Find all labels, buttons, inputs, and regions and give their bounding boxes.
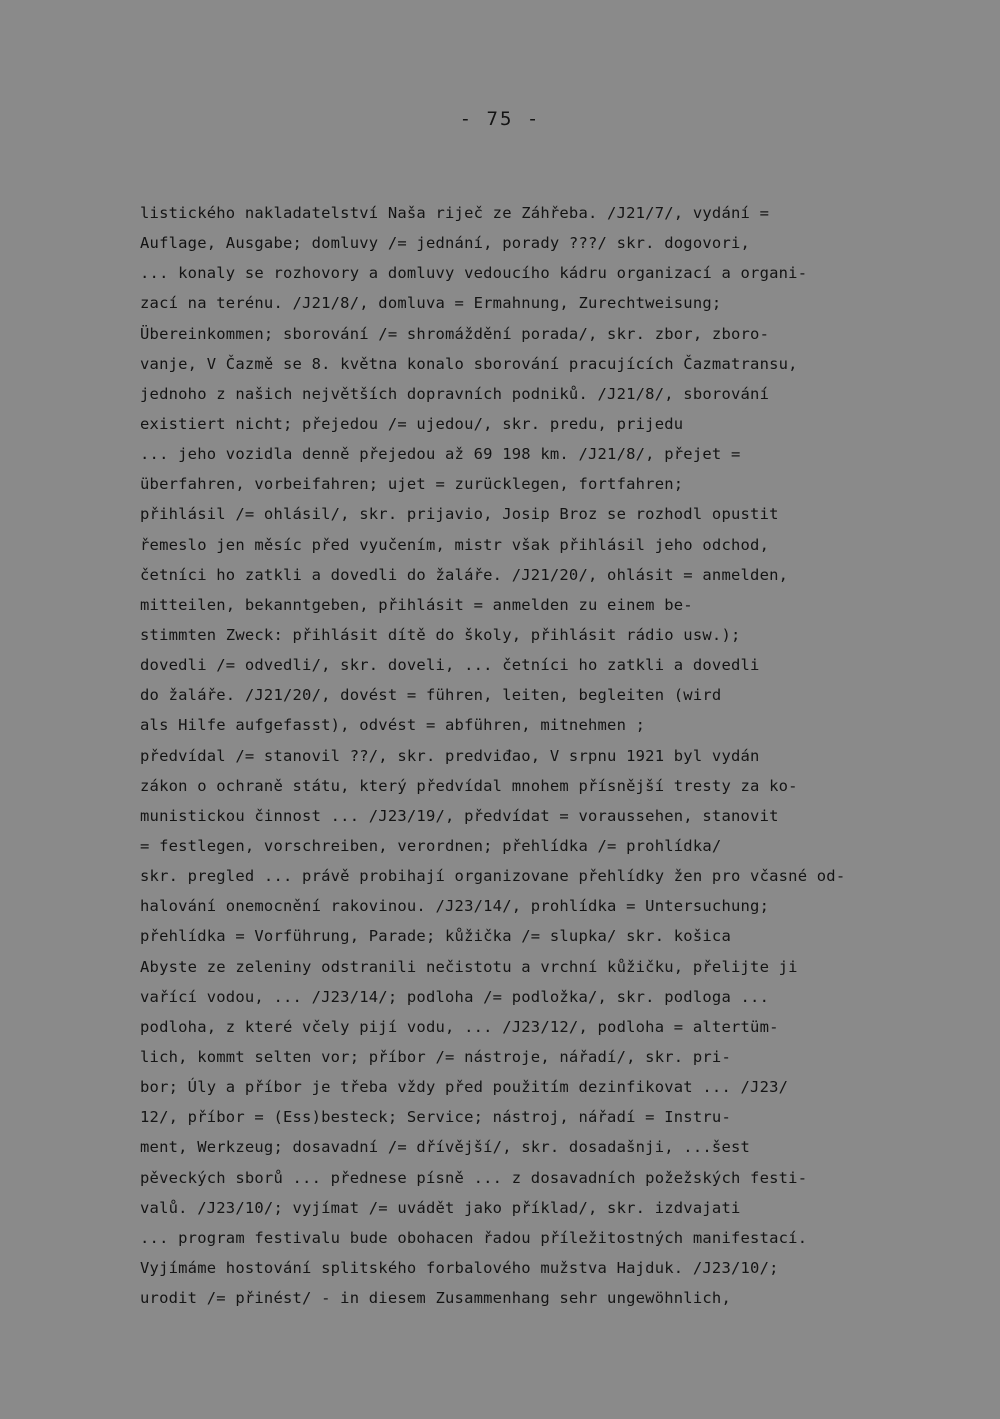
text-line: vařící vodou, ... /J23/14/; podloha /= podložka/, skr. podloga ... (140, 987, 770, 1006)
text-line: Auflage, Ausgabe; domluvy /= jednání, porady ???/ skr. dogovori, (140, 234, 751, 253)
text-line: přehlídka = Vorführung, Parade; kůžička /= slupka/ skr. košica (140, 927, 731, 946)
text-line: ... konaly se rozhovory a domluvy vedoucího kádru organizací a organi- (140, 264, 808, 283)
text-line: ... jeho vozidla denně přejedou až 69 198 km. /J21/8/, přejet = (140, 445, 741, 464)
text-line: valů. /J23/10/; vyjímat /= uvádět jako příklad/, skr. izdvajati (140, 1198, 741, 1217)
page-number: - 75 - (459, 108, 541, 130)
text-line: = festlegen, vorschreiben, verordnen; přehlídka /= prohlídka/ (140, 836, 722, 855)
text-line: podloha, z které včely pijí vodu, ... /J23/12/, podloha = altertüm- (140, 1017, 779, 1036)
text-line: ment, Werkzeug; dosavadní /= dřívější/, skr. dosadašnji, ...šest (140, 1138, 751, 1157)
text-line: pěveckých sborů ... přednese písně ... z dosavadních požežských festi- (140, 1168, 808, 1187)
text-line: Vyjímáme hostování splitského forbalového mužstva Hajduk. /J23/10/; (140, 1258, 779, 1277)
text-line: řemeslo jen měsíc před vyučením, mistr však přihlásil jeho odchod, (140, 535, 770, 554)
text-line: skr. pregled ... právě probihají organizovane přehlídky žen pro včasné od- (140, 867, 846, 886)
text-line: listického nakladatelství Naša riječ ze Záhřeba. /J21/7/, vydání = (140, 204, 770, 222)
text-line: bor; Úly a příbor je třeba vždy před použitím dezinfikovat ... /J23/ (140, 1078, 789, 1097)
text-line: předvídal /= stanovil ??/, skr. predviđao, V srpnu 1921 byl vydán (140, 746, 760, 765)
text-line: do žaláře. /J21/20/, dovést = führen, leiten, begleiten (wird (140, 686, 722, 705)
body-text (140, 198, 870, 1313)
text-line: überfahren, vorbeifahren; ujet = zurücklegen, fortfahren; (140, 475, 684, 494)
text-line: ... program festivalu bude obohacen řadou příležitostných manifestací. (140, 1228, 808, 1247)
text-line: als Hilfe aufgefasst), odvést = abführen, mitnehmen ; (140, 716, 646, 735)
text-line: dovedli /= odvedli/, skr. doveli, ... četníci ho zatkli a dovedli (140, 656, 760, 675)
text-line: zákon o ochraně státu, který předvídal mnohem přísnější tresty za ko- (140, 776, 798, 795)
text-line: stimmten Zweck: přihlásit dítě do školy, přihlásit rádio usw.); (140, 625, 741, 644)
text-line: mitteilen, bekanntgeben, přihlásit = anmelden zu einem be- (140, 595, 693, 614)
text-line: jednoho z našich největších dopravních podniků. /J21/8/, sborování (140, 384, 770, 403)
text-line: Abyste ze zeleniny odstranili nečistotu a vrchní kůžičku, přelijte ji (140, 957, 798, 976)
text-line: Übereinkommen; sborování /= shromáždění porada/, skr. zbor, zboro- (140, 324, 770, 343)
text-line: existiert nicht; přejedou /= ujedou/, skr. predu, prijedu (140, 414, 684, 433)
text-line: přihlásil /= ohlásil/, skr. prijavio, Josip Broz se rozhodl opustit (140, 505, 779, 524)
text-line: urodit /= přinést/ - in diesem Zusammenhang sehr ungewöhnlich, (140, 1289, 731, 1308)
text-line: munistickou činnost ... /J23/19/, předvídat = voraussehen, stanovit (140, 806, 779, 825)
text-line: 12/, příbor = (Ess)besteck; Service; nástroj, nářadí = Instru- (140, 1108, 731, 1127)
text-line: zací na terénu. /J21/8/, domluva = Ermahnung, Zurechtweisung; (140, 294, 722, 313)
text-line: lich, kommt selten vor; příbor /= nástroje, nářadí/, skr. pri- (140, 1047, 731, 1066)
text-line: četníci ho zatkli a dovedli do žaláře. /J21/20/, ohlásit = anmelden, (140, 565, 789, 584)
text-line: halování onemocnění rakovinou. /J23/14/, prohlídka = Untersuchung; (140, 897, 770, 916)
text-line: vanje, V Čazmě se 8. května konalo sborování pracujících Čazmatransu, (140, 354, 798, 373)
